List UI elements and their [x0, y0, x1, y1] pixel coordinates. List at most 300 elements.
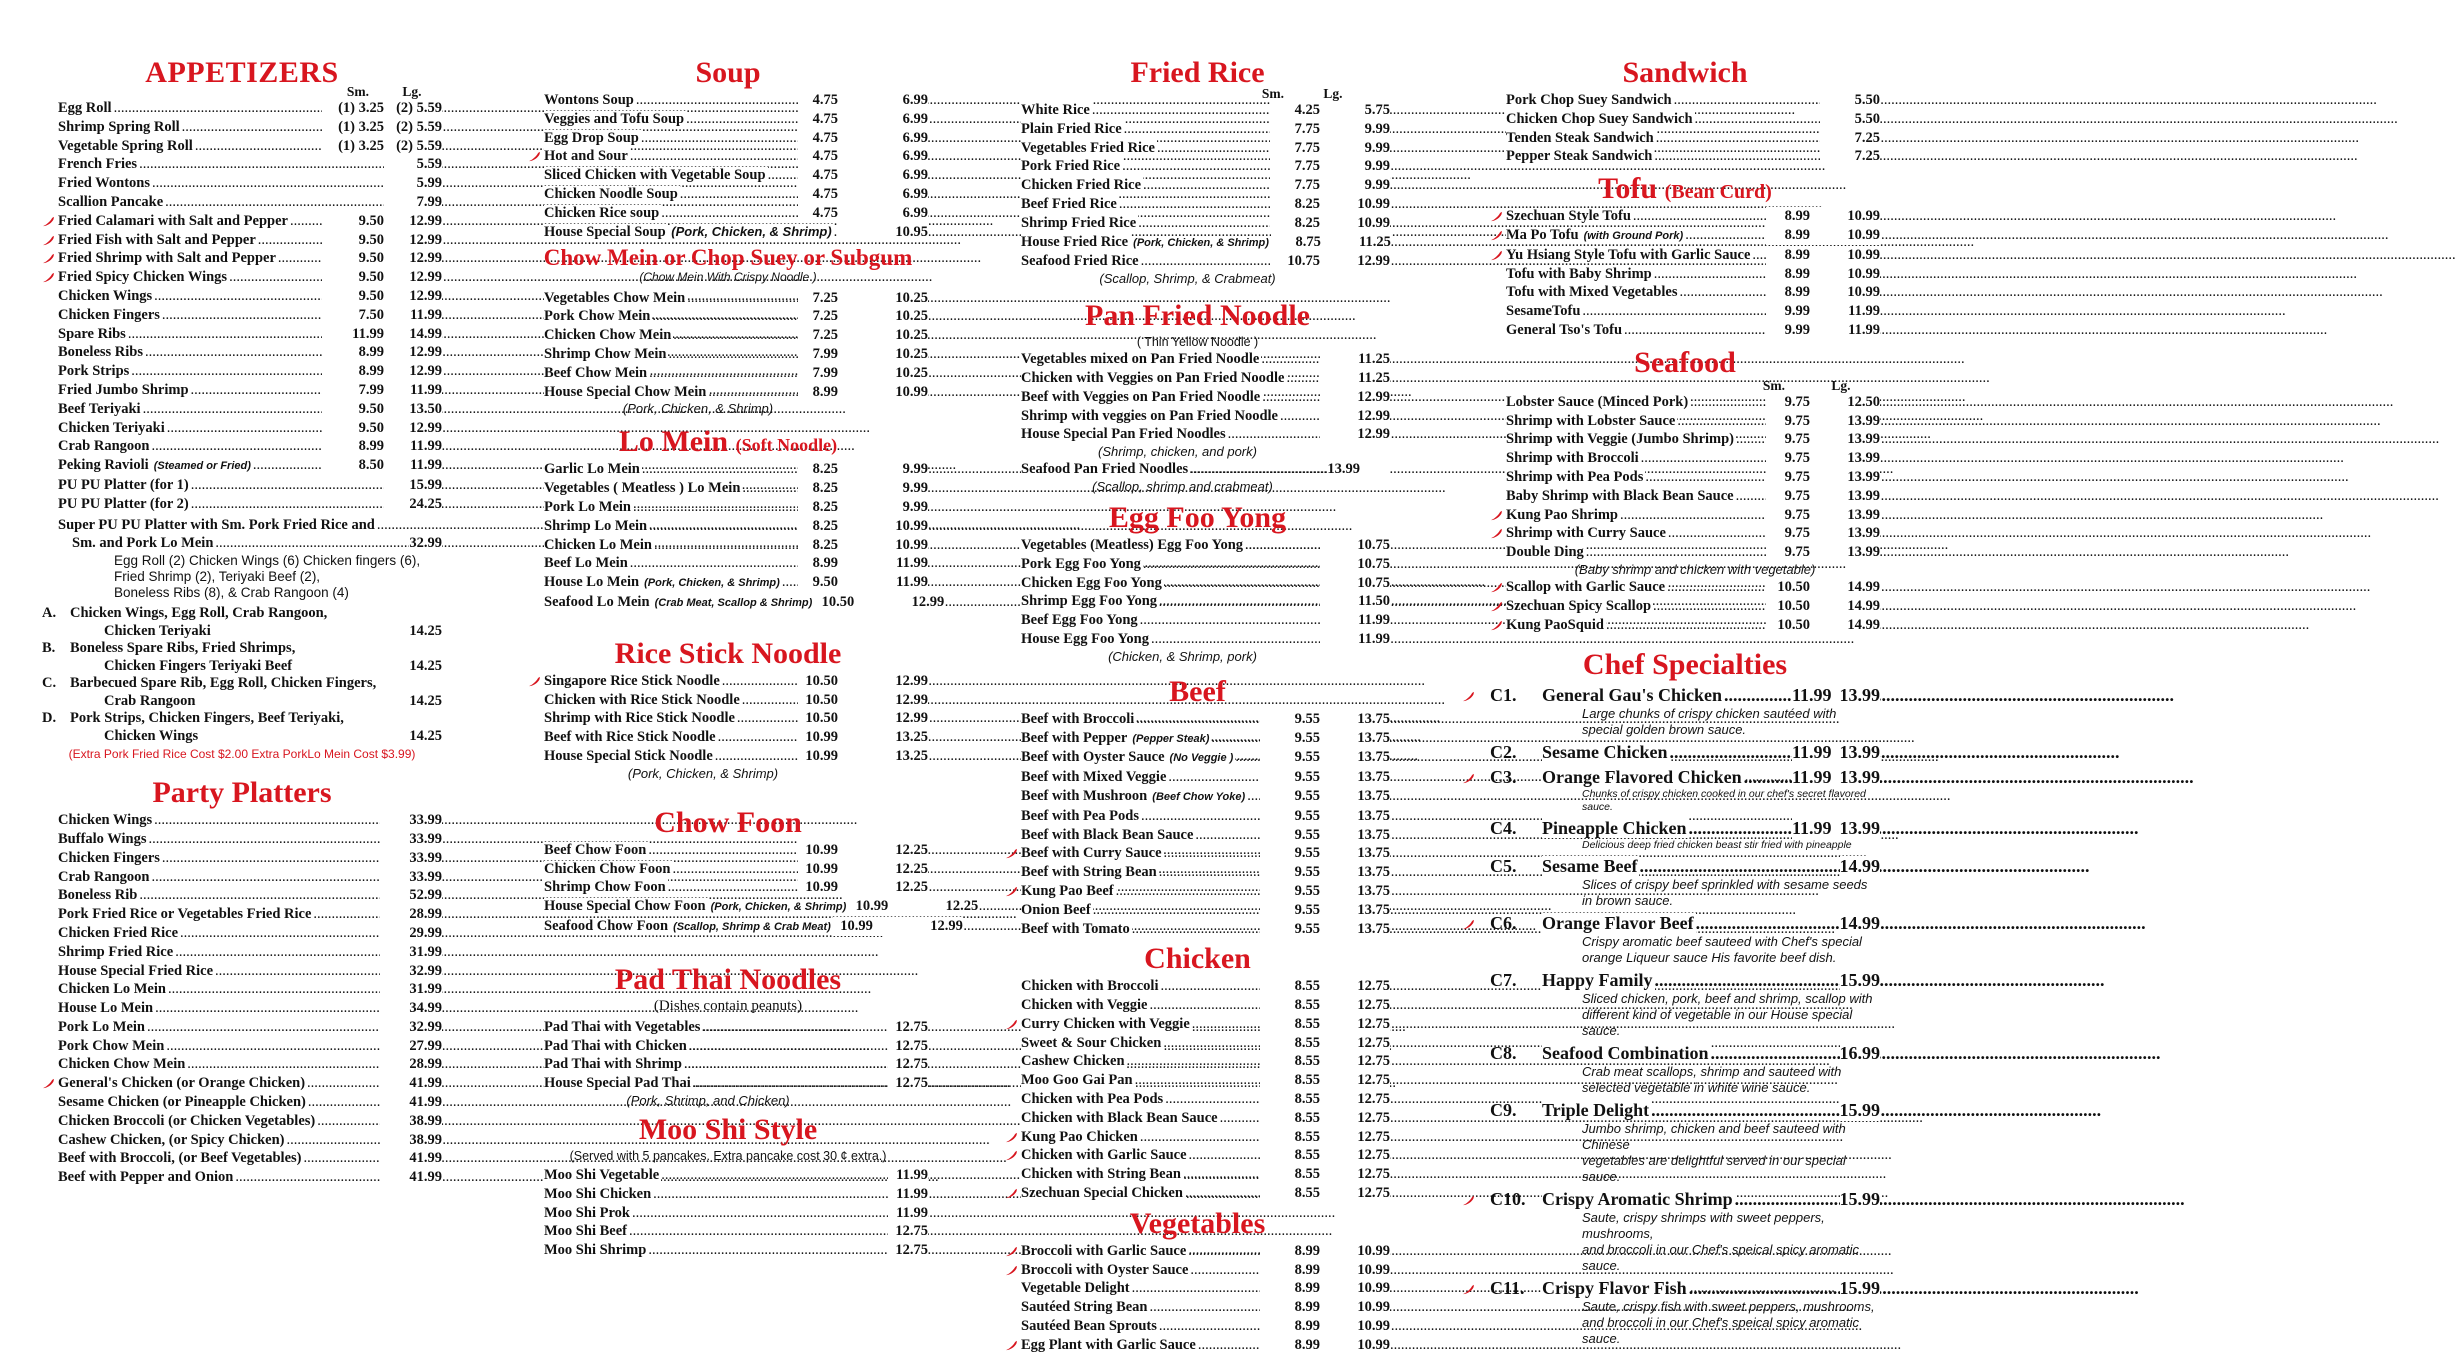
friedrice-item-price: 5.75	[1320, 101, 1390, 120]
chef-item-row	[1490, 856, 1880, 877]
seafood-item	[1490, 393, 1880, 412]
appetizers-item	[42, 381, 442, 400]
hot-pepper-icon	[1490, 620, 1503, 631]
beef-item-price: 9.55	[1260, 748, 1320, 767]
panfried-item-name	[1021, 388, 1320, 407]
ricestick-item-label: Singapore Rice Stick Noodle	[544, 672, 720, 689]
appetizers-item-price: 12.99	[384, 249, 442, 268]
combo-price: 14.25	[409, 727, 442, 744]
party-item-price: 41.99	[380, 1074, 442, 1093]
appetizers-item-label: Pork Strips	[58, 363, 130, 380]
appetizers-item-price: 15.99	[384, 476, 442, 495]
appetizers-item-price: 9.50	[322, 287, 384, 306]
chicken-item	[1005, 1052, 1390, 1071]
ricestick-item-price: 10.99	[798, 747, 838, 766]
sm-label: Sm.	[346, 84, 370, 99]
sandwich-item	[1490, 110, 1880, 129]
ricestick-item-name	[544, 709, 798, 728]
panfried-item-label: Beef with Veggies on Pan Fried Noodle	[1021, 388, 1261, 405]
sandwich-item	[1490, 129, 1880, 148]
padthai-item-label: Pad Thai with Vegetables	[544, 1018, 701, 1035]
tofu-item	[1490, 226, 1880, 246]
ricestick-item-price: 12.99	[838, 709, 928, 728]
party-item-name	[58, 1168, 380, 1187]
chicken-item-price: 8.55	[1260, 996, 1320, 1015]
column-4	[1490, 50, 1880, 1351]
friedrice-item	[1005, 176, 1390, 195]
beef-item	[1005, 729, 1390, 749]
lomein-item-label: House Lo Mein	[544, 574, 640, 591]
chicken-item-price: 12.75	[1320, 1034, 1390, 1053]
chef-item-row	[1490, 1100, 1880, 1121]
vegetables-item-label: Sautéed Bean Sprouts	[1021, 1318, 1157, 1335]
friedrice-item-price: 7.75	[1270, 157, 1320, 176]
mooshi-note: (Served with 5 pancakes. Extra pancake cost 30 ¢ extra.)	[569, 1148, 887, 1163]
friedrice-item-label: Shrimp Fried Rice	[1021, 214, 1137, 231]
chicken-item-price: 8.55	[1260, 1165, 1320, 1184]
eggfoo-section	[1005, 501, 1390, 665]
soup-item	[528, 204, 928, 223]
party-item-price: 38.99	[380, 1112, 442, 1131]
friedrice-item-label: Plain Fried Rice	[1021, 120, 1122, 137]
chicken-item-price: 8.55	[1260, 1109, 1320, 1128]
combo-price: 14.25	[409, 622, 442, 639]
eggfoo-item-price: 11.99	[1320, 611, 1390, 630]
appetizers-item	[42, 476, 442, 495]
beef-item-price: 9.55	[1260, 863, 1320, 882]
padthai-note: (Dishes contain peanuts)	[653, 997, 803, 1014]
chicken-item-price: 12.75	[1320, 1184, 1390, 1203]
soup-house	[528, 223, 928, 242]
soup-house-name: House Special Soup	[544, 223, 666, 240]
padthai-foot: (Pork, Shrimp, and Chicken)	[626, 1092, 790, 1108]
chef-item-label: Orange Flavor Beef	[1542, 913, 1694, 934]
tofu-item-label: Ma Po Tofu	[1506, 226, 1579, 243]
appetizers-item	[42, 343, 442, 362]
sandwich-item-name	[1506, 91, 1820, 110]
ricestick-item-label: Beef with Rice Stick Noodle	[544, 729, 716, 746]
ricestick-item-price: 10.50	[798, 709, 838, 728]
chowmein-item-name	[544, 289, 798, 308]
tofu-item-price: 10.99	[1810, 207, 1880, 226]
seafood-item-price: 13.99	[1810, 543, 1880, 562]
friedrice-item	[1005, 252, 1390, 271]
beef-item-name	[1021, 787, 1260, 807]
soup-house-note: (Pork, Chicken, & Shrimp)	[671, 223, 832, 239]
beef-item-name	[1021, 768, 1260, 787]
chowmein-note: (Chow Mein With Crispy Noodle )	[639, 269, 817, 284]
padthai-item-price: 12.75	[888, 1018, 928, 1037]
chicken-item-label: Chicken with Pea Pods	[1021, 1091, 1164, 1108]
seafood-item-label: Shrimp with Lobster Sauce	[1506, 412, 1676, 429]
ricestick-item-label: Shrimp with Rice Stick Noodle	[544, 710, 735, 727]
lomein-item-price: 10.99	[838, 517, 928, 536]
chef-item-name	[1490, 1278, 1840, 1299]
seafood-item-price: 13.99	[1810, 487, 1880, 506]
chef-item-code: C5.	[1490, 856, 1517, 877]
appetizers-item-label: Chicken Wings	[58, 287, 153, 304]
beef-item-label: Beef with Mixed Veggie	[1021, 769, 1167, 786]
tofu-item-label: Szechuan Style Tofu	[1506, 208, 1631, 225]
appetizers-item-name	[58, 137, 322, 156]
appetizers-item-label: Fried Calamari with Salt and Pepper	[58, 212, 288, 229]
super-pupu-label: Super PU PU Platter with Sm. Pork Fried Rice and	[58, 516, 375, 533]
seafood-item	[1490, 597, 1880, 616]
party-section	[42, 776, 442, 1187]
appetizers-title: APPETIZERS	[145, 56, 339, 89]
chowmein-item	[528, 364, 928, 383]
chowfoon-item-price: 10.99	[798, 841, 838, 860]
appetizers-item-name	[58, 99, 322, 118]
chicken-item-label: Chicken with Black Bean Sauce	[1021, 1109, 1218, 1126]
seafood-item-price: 9.75	[1766, 412, 1810, 431]
party-item-price: 41.99	[380, 1093, 442, 1112]
tofu-item-price: 11.99	[1810, 321, 1880, 340]
party-item	[42, 943, 442, 962]
party-item	[42, 830, 442, 849]
appetizers-item-name	[58, 419, 322, 438]
mooshi-item-name	[544, 1241, 888, 1260]
vegetables-item-name	[1021, 1242, 1260, 1261]
seafood-item-price: 9.75	[1766, 430, 1810, 449]
beef-item	[1005, 844, 1390, 863]
chef-item	[1450, 742, 1880, 763]
friedrice-item-name	[1021, 101, 1270, 120]
padthai-item-name	[544, 1018, 888, 1037]
sandwich-item-price: 5.50	[1820, 91, 1880, 110]
mooshi-item-name	[544, 1204, 888, 1223]
mooshi-item-name	[544, 1222, 888, 1241]
chef-item-label: Sesame Beef	[1542, 856, 1638, 877]
party-item-label: Chicken Fried Rice	[58, 924, 179, 941]
eggfoo-item	[1005, 574, 1390, 593]
combo-line1: Pork Strips, Chicken Fingers, Beef Teriyaki,	[70, 710, 344, 727]
combo-letter: B.	[42, 640, 56, 657]
soup-item-price: 6.99	[838, 185, 928, 204]
tofu-item-name	[1506, 246, 1766, 265]
chowfoon-title: Chow Foon	[654, 805, 802, 839]
chicken-item-price: 12.75	[1320, 1128, 1390, 1147]
appetizers-item-price: 7.50	[322, 306, 384, 325]
seafood-item-name	[1506, 506, 1766, 525]
chicken-item	[1005, 1109, 1390, 1128]
beef-item	[1005, 768, 1390, 787]
soup-house-name-wrap	[544, 223, 838, 242]
chicken-item-price: 8.55	[1260, 1146, 1320, 1165]
sandwich-item-label: Tenden Steak Sandwich	[1506, 129, 1654, 146]
lomein-item-price: 9.99	[838, 498, 928, 517]
soup-item-price: 4.75	[798, 129, 838, 148]
chicken-item	[1005, 1090, 1390, 1109]
seafood-item-name	[1506, 412, 1766, 431]
appetizers-item-label: French Fries	[58, 156, 138, 173]
sandwich-item-label: Chicken Chop Suey Sandwich	[1506, 110, 1693, 127]
appetizers-item	[42, 268, 442, 287]
party-item-name	[58, 924, 380, 943]
ricestick-item-name	[544, 691, 798, 710]
mooshi-section	[528, 1113, 928, 1260]
eggfoo-item	[1005, 536, 1390, 555]
party-item	[42, 1131, 442, 1150]
chicken-item-name	[1021, 1071, 1260, 1090]
party-item-price: 38.99	[380, 1131, 442, 1150]
friedrice-title: Fried Rice	[1130, 56, 1265, 89]
chowfoon-item	[528, 841, 928, 860]
chicken-item	[1005, 1184, 1390, 1203]
vegetables-item-price: 10.99	[1320, 1336, 1390, 1355]
chowmein-item	[528, 289, 928, 308]
friedrice-section	[1005, 56, 1390, 287]
beef-item	[1005, 901, 1390, 920]
vegetables-item	[1005, 1279, 1390, 1298]
seafood-item-label: Shrimp with Broccoli	[1506, 450, 1639, 467]
lomein-item-note: (Crab Meat, Scallop & Shrimp)	[651, 597, 813, 610]
ricestick-item-price: 13.25	[838, 747, 928, 766]
hot-pepper-icon	[1005, 1132, 1018, 1143]
appetizers-item	[42, 99, 442, 118]
seafood-item	[1490, 578, 1880, 597]
chef-item	[1450, 970, 1880, 1039]
hot-pepper-icon	[1005, 1246, 1018, 1257]
soup-item-price: 4.75	[798, 185, 838, 204]
eggfoo-list	[1005, 536, 1390, 649]
chowfoon-item-price: 12.99	[873, 917, 963, 936]
vegetables-item-label: Broccoli with Oyster Sauce	[1021, 1261, 1189, 1278]
lomein-item-price: 9.50	[798, 573, 838, 592]
hot-pepper-icon	[1005, 1188, 1018, 1199]
combo-line2-text: Chicken Wings	[104, 727, 199, 744]
chef-item	[1450, 1189, 1880, 1274]
party-item-label: Beef with Pepper and Onion	[58, 1169, 234, 1186]
seafood-item-price: 10.50	[1766, 578, 1810, 597]
chicken-item	[1005, 1146, 1390, 1165]
chowfoon-item-price: 10.99	[798, 878, 838, 897]
party-item-price: 33.99	[380, 849, 442, 868]
hot-pepper-icon	[1490, 601, 1503, 612]
appetizers-item-name	[58, 212, 322, 231]
appetizers-item-label: Egg Roll	[58, 100, 112, 116]
beef-item	[1005, 710, 1390, 729]
chef-item-price-sm: 11.99	[1792, 685, 1840, 706]
lomein-item-price: 8.25	[798, 536, 838, 555]
party-item	[42, 1055, 442, 1074]
chicken-item-name	[1021, 977, 1260, 996]
ricestick-item-price: 10.50	[798, 672, 838, 691]
tofu-item-label: Tofu with Mixed Vegetables	[1506, 284, 1678, 301]
beef-item-label: Beef with String Bean	[1021, 864, 1157, 881]
chef-item-desc: Crab meat scallops, shrimp and sauteed with	[1582, 1064, 1842, 1080]
friedrice-item-name	[1021, 120, 1270, 139]
chowfoon-item-label: Beef Chow Foon	[544, 841, 647, 858]
chef-section	[1490, 648, 1880, 1347]
beef-item-price: 13.75	[1320, 807, 1390, 826]
combo-item	[42, 675, 442, 710]
chef-item-code: C6.	[1490, 913, 1517, 934]
appetizers-item-price: 11.99	[384, 306, 442, 325]
chef-item-code: C2.	[1490, 742, 1517, 763]
appetizers-item	[42, 362, 442, 381]
chef-item-price-sm: 11.99	[1792, 742, 1840, 763]
friedrice-item-name	[1021, 233, 1271, 253]
seafood-item	[1490, 412, 1880, 431]
soup-item-price: 4.75	[798, 147, 838, 166]
chowfoon-item-label: Shrimp Chow Foon	[544, 879, 666, 896]
eggfoo-foot: (Chicken, & Shrimp, pork)	[1108, 648, 1257, 664]
chowfoon-item	[528, 897, 979, 917]
mooshi-item-name	[544, 1185, 888, 1204]
seafood-header	[1490, 379, 1880, 393]
chowmein-item-price: 8.99	[798, 383, 838, 402]
chowfoon-item-price: 12.25	[838, 841, 928, 860]
chef-item-code: C8.	[1490, 1043, 1517, 1064]
vegetables-item-label: Sautéed String Bean	[1021, 1299, 1148, 1316]
padthai-item-name	[544, 1055, 888, 1074]
chicken-item-price: 12.75	[1320, 977, 1390, 996]
chef-item-price: 13.99	[1839, 685, 1880, 706]
friedrice-item-price: 12.99	[1320, 252, 1390, 271]
party-item	[42, 1074, 442, 1093]
chowmein-title: Chow Mein or Chop Suey or Subgum	[543, 245, 913, 271]
appetizers-item-label: Fried Shrimp with Salt and Pepper	[58, 250, 276, 267]
hot-pepper-icon	[1462, 691, 1475, 702]
chef-item-price: 16.99	[1839, 1043, 1880, 1064]
super-pupu-name	[72, 534, 409, 553]
party-item-label: Chicken Fingers	[58, 849, 160, 866]
combo-list	[42, 605, 442, 745]
combo-line2-text: Crab Rangoon	[104, 692, 196, 709]
panfried-item-label: Vegetables mixed on Pan Fried Noodle	[1021, 351, 1260, 368]
beef-item-price: 13.75	[1320, 920, 1390, 939]
chef-item-price-sm: 11.99	[1792, 818, 1840, 839]
chicken-item-label: Chicken with Garlic Sauce	[1021, 1147, 1187, 1164]
appetizers-item-label: Spare Ribs	[58, 325, 126, 342]
chef-item-desc: orange Liqueur sauce His favorite beef dish.	[1582, 950, 1837, 966]
seafood-list2	[1490, 578, 1880, 634]
chef-item-label: Sesame Chicken	[1542, 742, 1668, 763]
hot-pepper-icon	[1462, 773, 1475, 784]
chicken-item-price: 8.55	[1260, 1034, 1320, 1053]
chicken-item-price: 8.55	[1260, 1052, 1320, 1071]
padthai-item-name	[544, 1074, 888, 1093]
appetizers-item-name	[58, 476, 322, 495]
chowfoon-item-price: 12.25	[888, 897, 978, 916]
mooshi-item-price: 12.75	[888, 1241, 928, 1260]
chef-item-price: 13.99	[1839, 742, 1880, 763]
chef-item-desc: Saute, crispy fish with sweet peppers, mushrooms,	[1582, 1299, 1875, 1315]
combo-price: 14.25	[409, 657, 442, 674]
vegetables-item-price: 10.99	[1320, 1298, 1390, 1317]
lomein-item	[528, 460, 928, 479]
chef-item	[1450, 1278, 1880, 1347]
super-pupu-price: 32.99	[409, 535, 442, 552]
combo-body	[70, 675, 442, 710]
appetizers-item-price: 7.99	[384, 193, 442, 212]
chef-item-row	[1490, 913, 1880, 934]
beef-item-label: Beef with Tomato	[1021, 920, 1130, 937]
appetizers-item-name	[58, 362, 322, 381]
appetizers-item-name	[58, 174, 322, 193]
party-item-label: Chicken Chow Mein	[58, 1056, 186, 1073]
vegetables-item	[1005, 1317, 1390, 1336]
party-item	[42, 1168, 442, 1187]
hot-pepper-icon	[1005, 1265, 1018, 1276]
mooshi-item-price: 11.99	[888, 1185, 928, 1204]
lomein-list	[528, 460, 945, 612]
seafood-item-price: 9.75	[1766, 449, 1810, 468]
chef-item-desc: in brown sauce.	[1582, 893, 1674, 909]
appetizers-item-price: 12.99	[384, 268, 442, 287]
friedrice-item-name	[1021, 139, 1270, 158]
appetizers-item	[42, 212, 442, 231]
party-item-price: 41.99	[380, 1149, 442, 1168]
eggfoo-item-label: Vegetables (Meatless) Egg Foo Yong	[1021, 536, 1244, 553]
tofu-item-price: 10.99	[1810, 246, 1880, 265]
party-item-price: 33.99	[380, 830, 442, 849]
party-item-price: 29.99	[380, 924, 442, 943]
super-pupu-text	[58, 516, 442, 535]
beef-item-price: 13.75	[1320, 826, 1390, 845]
lomein-item	[528, 479, 928, 498]
lomein-item	[528, 536, 928, 555]
beef-item-price: 9.55	[1260, 729, 1320, 748]
seafood-item	[1490, 430, 1880, 449]
chowmein-item-price: 7.25	[798, 307, 838, 326]
tofu-item-name	[1506, 207, 1766, 226]
party-item-name	[58, 868, 380, 887]
padthai-title: Pad Thai Noodles	[614, 962, 842, 996]
chef-item-label: Crispy Aromatic Shrimp	[1542, 1189, 1733, 1210]
hot-pepper-icon	[528, 676, 541, 687]
appetizers-item-price: (2) 5.59	[384, 99, 442, 118]
vegetables-item-label: Broccoli with Garlic Sauce	[1021, 1242, 1187, 1259]
vegetables-item	[1005, 1336, 1390, 1355]
chef-item-name	[1490, 818, 1792, 839]
chef-item-row	[1490, 818, 1880, 839]
beef-item-price: 13.75	[1320, 787, 1390, 806]
appetizers-item-label: Fried Wontons	[58, 175, 150, 192]
chowmein-section	[528, 245, 928, 417]
chicken-item-price: 12.75	[1320, 996, 1390, 1015]
vegetables-item-price: 10.99	[1320, 1317, 1390, 1336]
soup-item-name	[544, 185, 798, 204]
lomein-item-price: 10.50	[814, 593, 854, 612]
chicken-item-label: Cashew Chicken	[1021, 1053, 1125, 1070]
tofu-item-price: 8.99	[1766, 265, 1810, 284]
vegetables-item-name	[1021, 1317, 1260, 1336]
appetizers-item	[42, 495, 442, 514]
super-pupu-line2	[42, 534, 442, 553]
friedrice-item-price: 10.75	[1270, 252, 1320, 271]
beef-item-label: Beef with Mushroon	[1021, 787, 1148, 804]
ricestick-list	[528, 672, 928, 766]
beef-item-price: 9.55	[1260, 807, 1320, 826]
panfried-item-label: House Special Pan Fried Noodles	[1021, 426, 1226, 443]
beef-item-label: Kung Pao Beef	[1021, 882, 1114, 899]
beef-item	[1005, 787, 1390, 807]
beef-item-label: Beef with Pea Pods	[1021, 807, 1139, 824]
eggfoo-item-label: House Egg Foo Yong	[1021, 630, 1149, 647]
soup-item-name	[544, 166, 798, 185]
party-item	[42, 1018, 442, 1037]
sandwich-item-label: Pepper Steak Sandwich	[1506, 148, 1653, 165]
chef-item-desc: special golden brown sauce.	[1582, 722, 1747, 738]
ricestick-item-label: House Special Stick Noodle	[544, 748, 713, 765]
appetizers-item-label: Fried Fish with Salt and Pepper	[58, 231, 256, 248]
combo-body	[70, 640, 442, 675]
beef-item-price: 13.75	[1320, 882, 1390, 901]
party-item-name	[58, 1112, 380, 1131]
beef-item-name	[1021, 826, 1260, 845]
